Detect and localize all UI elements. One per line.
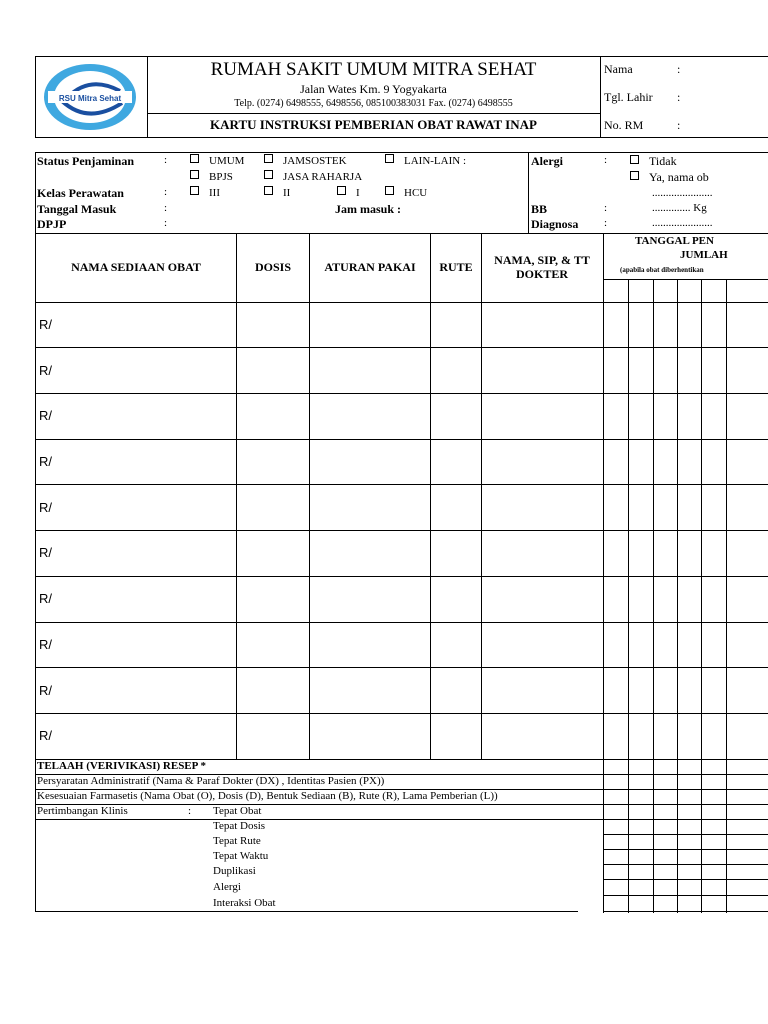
- checkbox-kelas-ii[interactable]: II: [264, 186, 290, 199]
- col-header-jumlah: JUMLAH: [680, 249, 728, 261]
- dpjp-label: DPJP: [37, 217, 67, 231]
- klinis-item: Tepat Waktu: [213, 850, 269, 862]
- col-header-dokter: NAMA, SIP, & TT DOKTER: [494, 253, 590, 281]
- checkbox-hcu[interactable]: HCU: [385, 186, 427, 199]
- colon: :: [164, 186, 168, 198]
- checkbox-icon[interactable]: [264, 186, 273, 195]
- col-header-dosis: DOSIS: [254, 260, 292, 274]
- hospital-phone: Telp. (0274) 6498555, 6498556, 085100383031 Fax. (0274) 6498555: [234, 98, 513, 109]
- kelas-label: Kelas Perawatan: [37, 186, 124, 200]
- rx-row-8: R/: [39, 637, 52, 652]
- rx-row-7: R/: [39, 591, 52, 606]
- rx-row-10: R/: [39, 728, 52, 743]
- checkbox-icon[interactable]: [264, 170, 273, 179]
- checkbox-icon[interactable]: [385, 186, 394, 195]
- status-label: Status Penjaminan: [37, 154, 135, 168]
- checkbox-icon[interactable]: [337, 186, 346, 195]
- colon: :: [604, 217, 608, 229]
- colon: :: [677, 62, 681, 76]
- bb-field: .............. Kg: [652, 202, 707, 214]
- diagnosa-label: Diagnosa: [531, 217, 579, 231]
- colon: :: [164, 154, 168, 166]
- telaah-administratif: Persyaratan Administratif (Nama & Paraf Dokter (DX) , Identitas Pasien (PX)): [37, 775, 385, 787]
- checkbox-alergi-ya[interactable]: Ya, nama ob: [630, 170, 709, 185]
- colon: :: [188, 805, 192, 817]
- hospital-address: Jalan Wates Km. 9 Yogyakarta: [300, 82, 447, 96]
- col-header-tanggal: TANGGAL PEN: [635, 235, 714, 247]
- klinis-item: Tepat Dosis: [213, 820, 266, 832]
- hospital-name: RUMAH SAKIT UMUM MITRA SEHAT: [210, 59, 537, 80]
- telaah-title: TELAAH (VERIVIKASI) RESEP *: [37, 760, 207, 772]
- card-title: KARTU INSTRUKSI PEMBERIAN OBAT RAWAT INAP: [210, 117, 537, 132]
- rx-row-6: R/: [39, 545, 52, 560]
- checkbox-icon[interactable]: [385, 154, 394, 163]
- checkbox-icon[interactable]: [264, 154, 273, 163]
- alergi-dots: ......................: [652, 187, 713, 199]
- checkbox-alergi-tidak[interactable]: Tidak: [630, 154, 677, 169]
- checkbox-icon[interactable]: [630, 155, 639, 164]
- tanggal-masuk-label: Tanggal Masuk: [37, 202, 117, 216]
- checkbox-umum[interactable]: UMUM: [190, 154, 244, 167]
- col-header-rute: RUTE: [439, 260, 473, 274]
- checkbox-jamsostek[interactable]: JAMSOSTEK: [264, 154, 347, 167]
- checkbox-kelas-iii[interactable]: III: [190, 186, 220, 199]
- colon: :: [604, 202, 608, 214]
- hospital-logo: [40, 61, 140, 133]
- telaah-farmasetis: Kesesuaian Farmasetis (Nama Obat (O), Dosis (D), Bentuk Sediaan (B), Rute (R), Lama Pemberian (L)): [37, 790, 498, 802]
- checkbox-icon[interactable]: [190, 154, 199, 163]
- klinis-item: Duplikasi: [213, 865, 256, 877]
- diagnosa-field: ......................: [652, 217, 713, 229]
- checkbox-bpjs[interactable]: BPJS: [190, 170, 233, 183]
- checkbox-jasa-raharja[interactable]: JASA RAHARJA: [264, 170, 362, 183]
- rx-row-1: R/: [39, 317, 52, 332]
- checkbox-lain-lain[interactable]: LAIN-LAIN :: [385, 154, 466, 167]
- col-header-nama-obat: NAMA SEDIAAN OBAT: [71, 260, 201, 274]
- patient-name-label: Nama: [604, 62, 633, 76]
- rx-row-2: R/: [39, 363, 52, 378]
- colon: :: [677, 90, 681, 104]
- col-header-aturan: ATURAN PAKAI: [324, 260, 416, 274]
- alergi-label: Alergi: [531, 154, 563, 168]
- patient-dob-label: Tgl. Lahir: [604, 90, 653, 104]
- bb-label: BB: [531, 202, 548, 216]
- colon: :: [677, 118, 681, 132]
- col-header-note: (apabila obat diberhentikan: [620, 266, 704, 274]
- checkbox-icon[interactable]: [630, 171, 639, 180]
- rx-row-9: R/: [39, 683, 52, 698]
- checkbox-kelas-i[interactable]: I: [337, 186, 360, 199]
- klinis-item: Tepat Obat: [213, 805, 262, 817]
- checkbox-icon[interactable]: [190, 186, 199, 195]
- rx-row-5: R/: [39, 500, 52, 515]
- logo-text: RSU Mitra Sehat: [58, 94, 122, 103]
- telaah-klinis-label: Pertimbangan Klinis: [37, 805, 128, 817]
- colon: :: [164, 202, 168, 214]
- colon: :: [604, 154, 608, 166]
- rx-row-4: R/: [39, 454, 52, 469]
- jam-masuk-label: Jam masuk :: [335, 202, 402, 216]
- klinis-item: Alergi: [213, 881, 241, 893]
- colon: :: [164, 217, 168, 229]
- klinis-item: Tepat Rute: [213, 835, 261, 847]
- klinis-item: Interaksi Obat: [213, 897, 276, 909]
- patient-rm-label: No. RM: [604, 118, 644, 132]
- rx-row-3: R/: [39, 408, 52, 423]
- checkbox-icon[interactable]: [190, 170, 199, 179]
